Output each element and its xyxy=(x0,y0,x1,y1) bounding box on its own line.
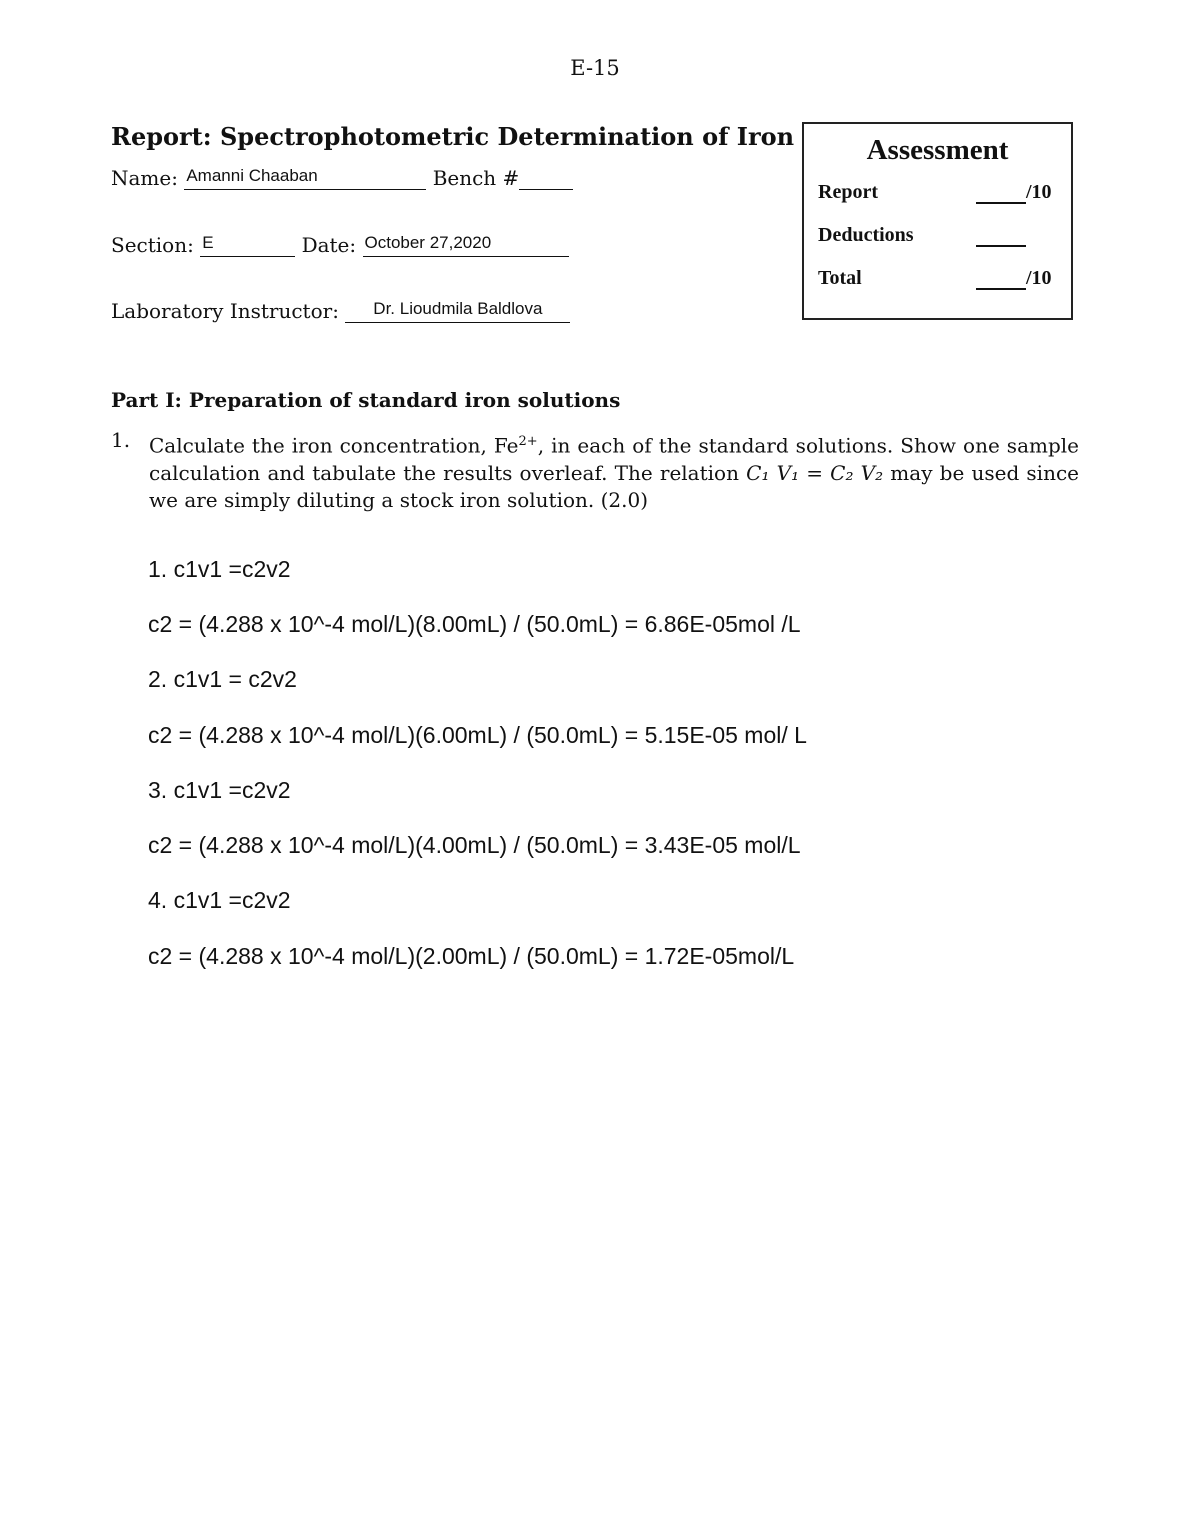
name-field[interactable] xyxy=(184,167,426,190)
name-value: Amanni Chaaban xyxy=(186,166,318,185)
assessment-report-label: Report xyxy=(818,181,878,203)
superscript-charge: 2+ xyxy=(518,434,538,449)
section-label: Section: xyxy=(111,233,194,257)
section-date-row xyxy=(111,233,569,257)
bench-field[interactable] xyxy=(519,167,573,190)
calc-4-formula: 4. c1v1 =c2v2 xyxy=(148,887,291,913)
assessment-total-score[interactable]: /10 xyxy=(976,267,1052,290)
calc-3-formula: 3. c1v1 =c2v2 xyxy=(148,777,291,803)
instructor-value: Dr. Lioudmila Baldlova xyxy=(373,299,543,318)
name-bench-row xyxy=(111,166,573,190)
date-value: October 27,2020 xyxy=(364,233,492,252)
calc-2-result: c2 = (4.288 x 10^-4 mol/L)(6.00mL) / (50.0mL) = 5.15E-05 mol/ L xyxy=(148,722,807,748)
date-field[interactable] xyxy=(363,234,569,257)
page-number: E-15 xyxy=(570,56,620,80)
calc-1-formula: 1. c1v1 =c2v2 xyxy=(148,556,291,582)
question-text: Calculate the iron concentration, $Fe^{2+}$, in each of the standard solutions. Show one sample calculation and tabulate the results overleaf. The relation C₁ V₁ = C₂ V₂ may be used since we are simply diluting a stock iron solution. (2.0) xyxy=(149,433,1079,512)
assessment-report-score[interactable]: /10 xyxy=(976,181,1052,204)
date-label: Date: xyxy=(301,233,357,257)
calc-4-result: c2 = (4.288 x 10^-4 mol/L)(2.00mL) / (50.0mL) = 1.72E-05mol/L xyxy=(148,943,795,969)
section-field[interactable] xyxy=(200,234,295,257)
instructor-label: Laboratory Instructor: xyxy=(111,299,339,323)
bench-label: Bench # xyxy=(432,166,520,190)
assessment-deductions-label: Deductions xyxy=(818,224,914,246)
assessment-title: Assessment xyxy=(866,134,1009,166)
instructor-field[interactable] xyxy=(345,300,570,323)
section-value: E xyxy=(202,233,214,252)
dilution-relation: C₁ V₁ = C₂ V₂ xyxy=(746,460,884,485)
calc-1-result: c2 = (4.288 x 10^-4 mol/L)(8.00mL) / (50.0mL) = 6.86E-05mol /L xyxy=(148,611,801,637)
question-number: 1. xyxy=(111,428,131,452)
instructor-row xyxy=(111,299,570,323)
part1-heading: Part I: Preparation of standard iron solutions xyxy=(111,388,621,412)
calc-2-formula: 2. c1v1 = c2v2 xyxy=(148,666,297,692)
calc-3-result: c2 = (4.288 x 10^-4 mol/L)(4.00mL) / (50.0mL) = 3.43E-05 mol/L xyxy=(148,832,801,858)
report-title: Report: Spectrophotometric Determination of Iron xyxy=(111,122,795,151)
name-label: Name: xyxy=(111,166,178,190)
assessment-deductions-score[interactable] xyxy=(976,224,1026,247)
assessment-box xyxy=(802,122,1073,320)
assessment-total-label: Total xyxy=(818,267,862,289)
